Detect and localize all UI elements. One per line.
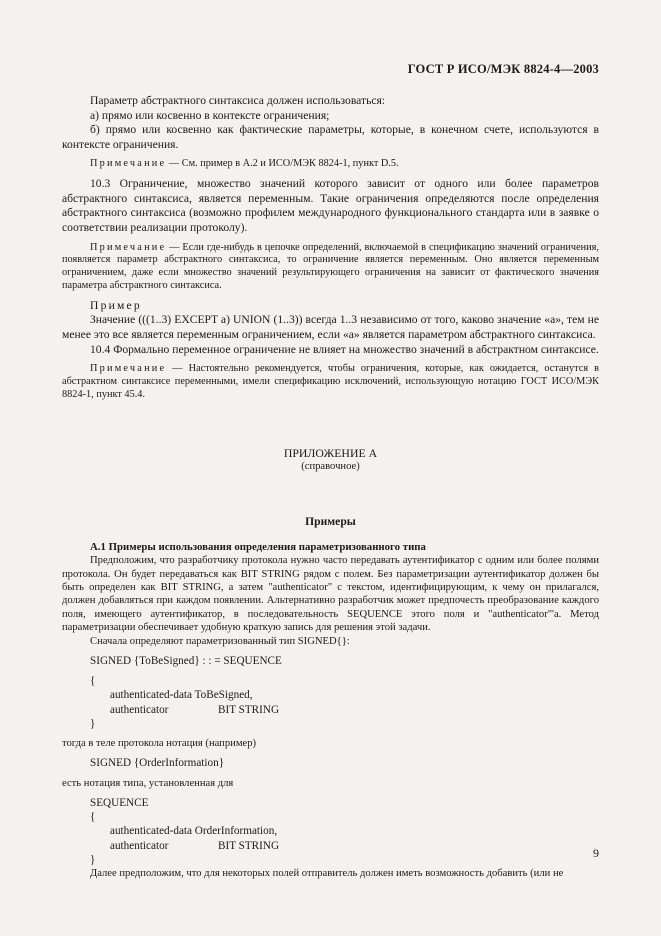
code-brace: { xyxy=(90,675,96,688)
paragraph: есть нотация типа, установленная для xyxy=(62,777,234,789)
note-text: — Настоятельно рекомендуется, чтобы ограничения, которые, как ожидается, останутся в абстрактном синтаксисе переменными, имели спецификацию исключений, использующую нотацию ГОСТ ИСО/МЭК 8824-1, пункт 45.4. xyxy=(62,363,599,400)
note-text: — Если где-нибудь в цепочке определений, включаемой в спецификацию значений ограничения, появляется параметр абстрактного синтаксиса, то ограничение является переменным. Оно является переменным ограничением, даже если множество значений результирующего ограничения на зависит от фактического значения параметра абстрактного синтаксиса. xyxy=(62,241,599,291)
code-brace: } xyxy=(90,853,96,866)
note xyxy=(62,363,599,401)
code-field-name: authenticated-data xyxy=(110,825,192,838)
appendix-title: ПРИЛОЖЕНИЕ А xyxy=(283,445,378,460)
code-field-type: ToBeSigned, xyxy=(194,689,253,702)
code-field xyxy=(110,824,599,838)
note xyxy=(62,158,599,171)
code-field-type: OrderInformation, xyxy=(194,825,278,838)
examples-heading: Примеры xyxy=(305,514,356,528)
code-field xyxy=(110,703,599,717)
list-item: а) прямо или косвенно в контексте ограничения; xyxy=(90,108,330,122)
page-number: 9 xyxy=(593,846,599,860)
paragraph: Сначала определяют параметризованный тип SIGNED{}: xyxy=(90,635,350,647)
example-label: Пример xyxy=(90,298,142,312)
paragraph: Значение (((1..3) EXCEPT a) UNION (1..3)) всегда 1..3 независимо от того, каково значение «а», тем не менее это все является переменным ограничением, если «а» является параметром абстрактного синтаксиса. xyxy=(62,313,599,341)
code-field xyxy=(110,839,599,853)
code-field-name: authenticator xyxy=(110,839,169,852)
code-brace: { xyxy=(90,811,96,824)
code-field-type: BIT STRING xyxy=(218,839,280,852)
note-label: Примечание xyxy=(90,158,167,170)
note-label: Примечание xyxy=(90,363,167,375)
code-line: SIGNED {ToBeSigned} : : = SEQUENCE xyxy=(90,654,282,667)
code-line: SEQUENCE xyxy=(90,796,149,809)
code-field-name: authenticated-data xyxy=(110,689,192,702)
paragraph: тогда в теле протокола нотация (например) xyxy=(62,737,257,749)
page-body xyxy=(62,94,599,880)
paragraph: Далее предположим, что для некоторых полей отправитель должен иметь возможность добавить (или не xyxy=(90,867,564,879)
page-header: ГОСТ Р ИСО/МЭК 8824-4—2003 xyxy=(407,62,599,76)
code-line: SIGNED {OrderInformation} xyxy=(90,757,225,770)
paragraph: Предположим, что разработчику протокола нужно часто передавать аутентификатор с одним или более полями протокола. Он будет передаваться как BIT STRING рядом с полем. Без параметризации аутентификатор должен бы быть определен как BIT STRING, а затем "authenticator" с текстом, идентифицирующим, к чему он прилагался, должен добавляться при каждом появлении. Альтернативно разработчик может предпочесть преобразование каждого поля, имеющего аутентификатор, в последовательность SEQUENCE этого поля и "authenticator"'a. Метод параметризации обеспечивает удобную краткую запись для решения этой задачи. xyxy=(62,555,599,634)
note-label: Примечание xyxy=(90,241,167,253)
section-heading: А.1 Примеры использования определения параметризованного типа xyxy=(90,541,426,554)
paragraph: Параметр абстрактного синтаксиса должен использоваться: xyxy=(90,94,386,107)
code-field-type: BIT STRING xyxy=(218,703,280,716)
code-field xyxy=(110,688,599,702)
list-item: б) прямо или косвенно как фактические параметры, которые, в конечном счете, используются в контексте ограничения. xyxy=(62,123,599,151)
appendix-subtitle: (справочное) xyxy=(301,460,360,472)
note-text: — См. пример в А.2 и ИСО/МЭК 8824-1, пункт D.5. xyxy=(166,158,399,170)
code-brace: } xyxy=(90,717,96,730)
paragraph: 10.4 Формально переменное ограничение не влияет на множество значений в абстрактном синтаксисе. xyxy=(90,342,599,356)
code-field-name: authenticator xyxy=(110,703,169,716)
paragraph: 10.3 Ограничение, множество значений которого зависит от одного или более параметров абстрактного синтаксиса, является переменным. Такие ограничения определяются после определения абстрактного синтаксиса (возможно профилем международного функционального стандарта или в заявке о соответствии реализации протоколу). xyxy=(62,177,599,234)
note xyxy=(62,242,599,293)
